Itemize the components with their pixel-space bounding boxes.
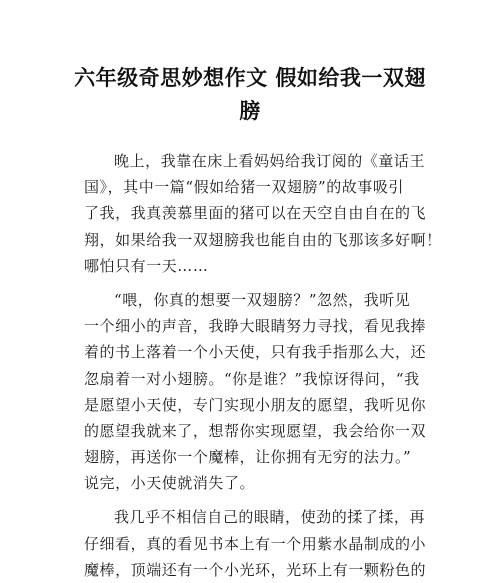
title-line: 膀	[239, 99, 261, 123]
paragraph-line: 我几乎不相信自己的眼睛，使劲的揉了揉，再	[114, 508, 426, 527]
paragraph-line: 着的书上落着一个小天使，只有我手指那么大，还	[84, 343, 427, 362]
article-body	[84, 148, 442, 583]
paragraph-line: 翔，如果给我一双翅膀我也能自由的飞那该多好啊！	[84, 230, 442, 249]
paragraph-line: 魔棒，顶端还有一个小光环，光环上有一颗粉色的	[84, 560, 427, 579]
paragraph-line: 的愿望我就来了，想帮你实现愿望，我会给你一双	[84, 421, 427, 440]
title-line: 六年级奇思妙想作文 假如给我一双翅	[74, 66, 426, 90]
paragraph-gap	[84, 279, 434, 287]
paragraph-line: 晚上，我靠在床上看妈妈给我订阅的《童话王	[114, 152, 426, 170]
paragraph-line: 一个细小的声音，我睁大眼睛努力寻找，看见我捧	[84, 317, 427, 336]
paragraph-line: 了我，我真羡慕里面的猪可以在天空自由自在的飞	[84, 204, 427, 223]
page-title	[64, 62, 436, 128]
paragraph-line: 忽扇着一对小翅膀。“你是谁？”我惊讶得问，“我	[84, 369, 420, 388]
paragraph-line: 翅膀，再送你一个魔棒，让你拥有无穷的法力。”	[84, 448, 412, 467]
paragraph-line: 说完，小天使就消失了。	[84, 474, 256, 493]
paragraph-line: 哪怕只有一天……	[84, 256, 209, 275]
paragraph-gap	[84, 496, 434, 504]
paragraph-line: 仔细看，真的看见书本上有一个用紫水晶制成的小	[84, 534, 427, 553]
paragraph-line: 国》，其中一篇“假如给猪一双翅膀”的故事吸引	[84, 178, 404, 197]
paragraph-line: “喂，你真的想要一双翅膀？”忽然，我听见	[114, 290, 411, 309]
paragraph-line: 是愿望小天使，专门实现小朋友的愿望，我听见你	[84, 395, 427, 414]
